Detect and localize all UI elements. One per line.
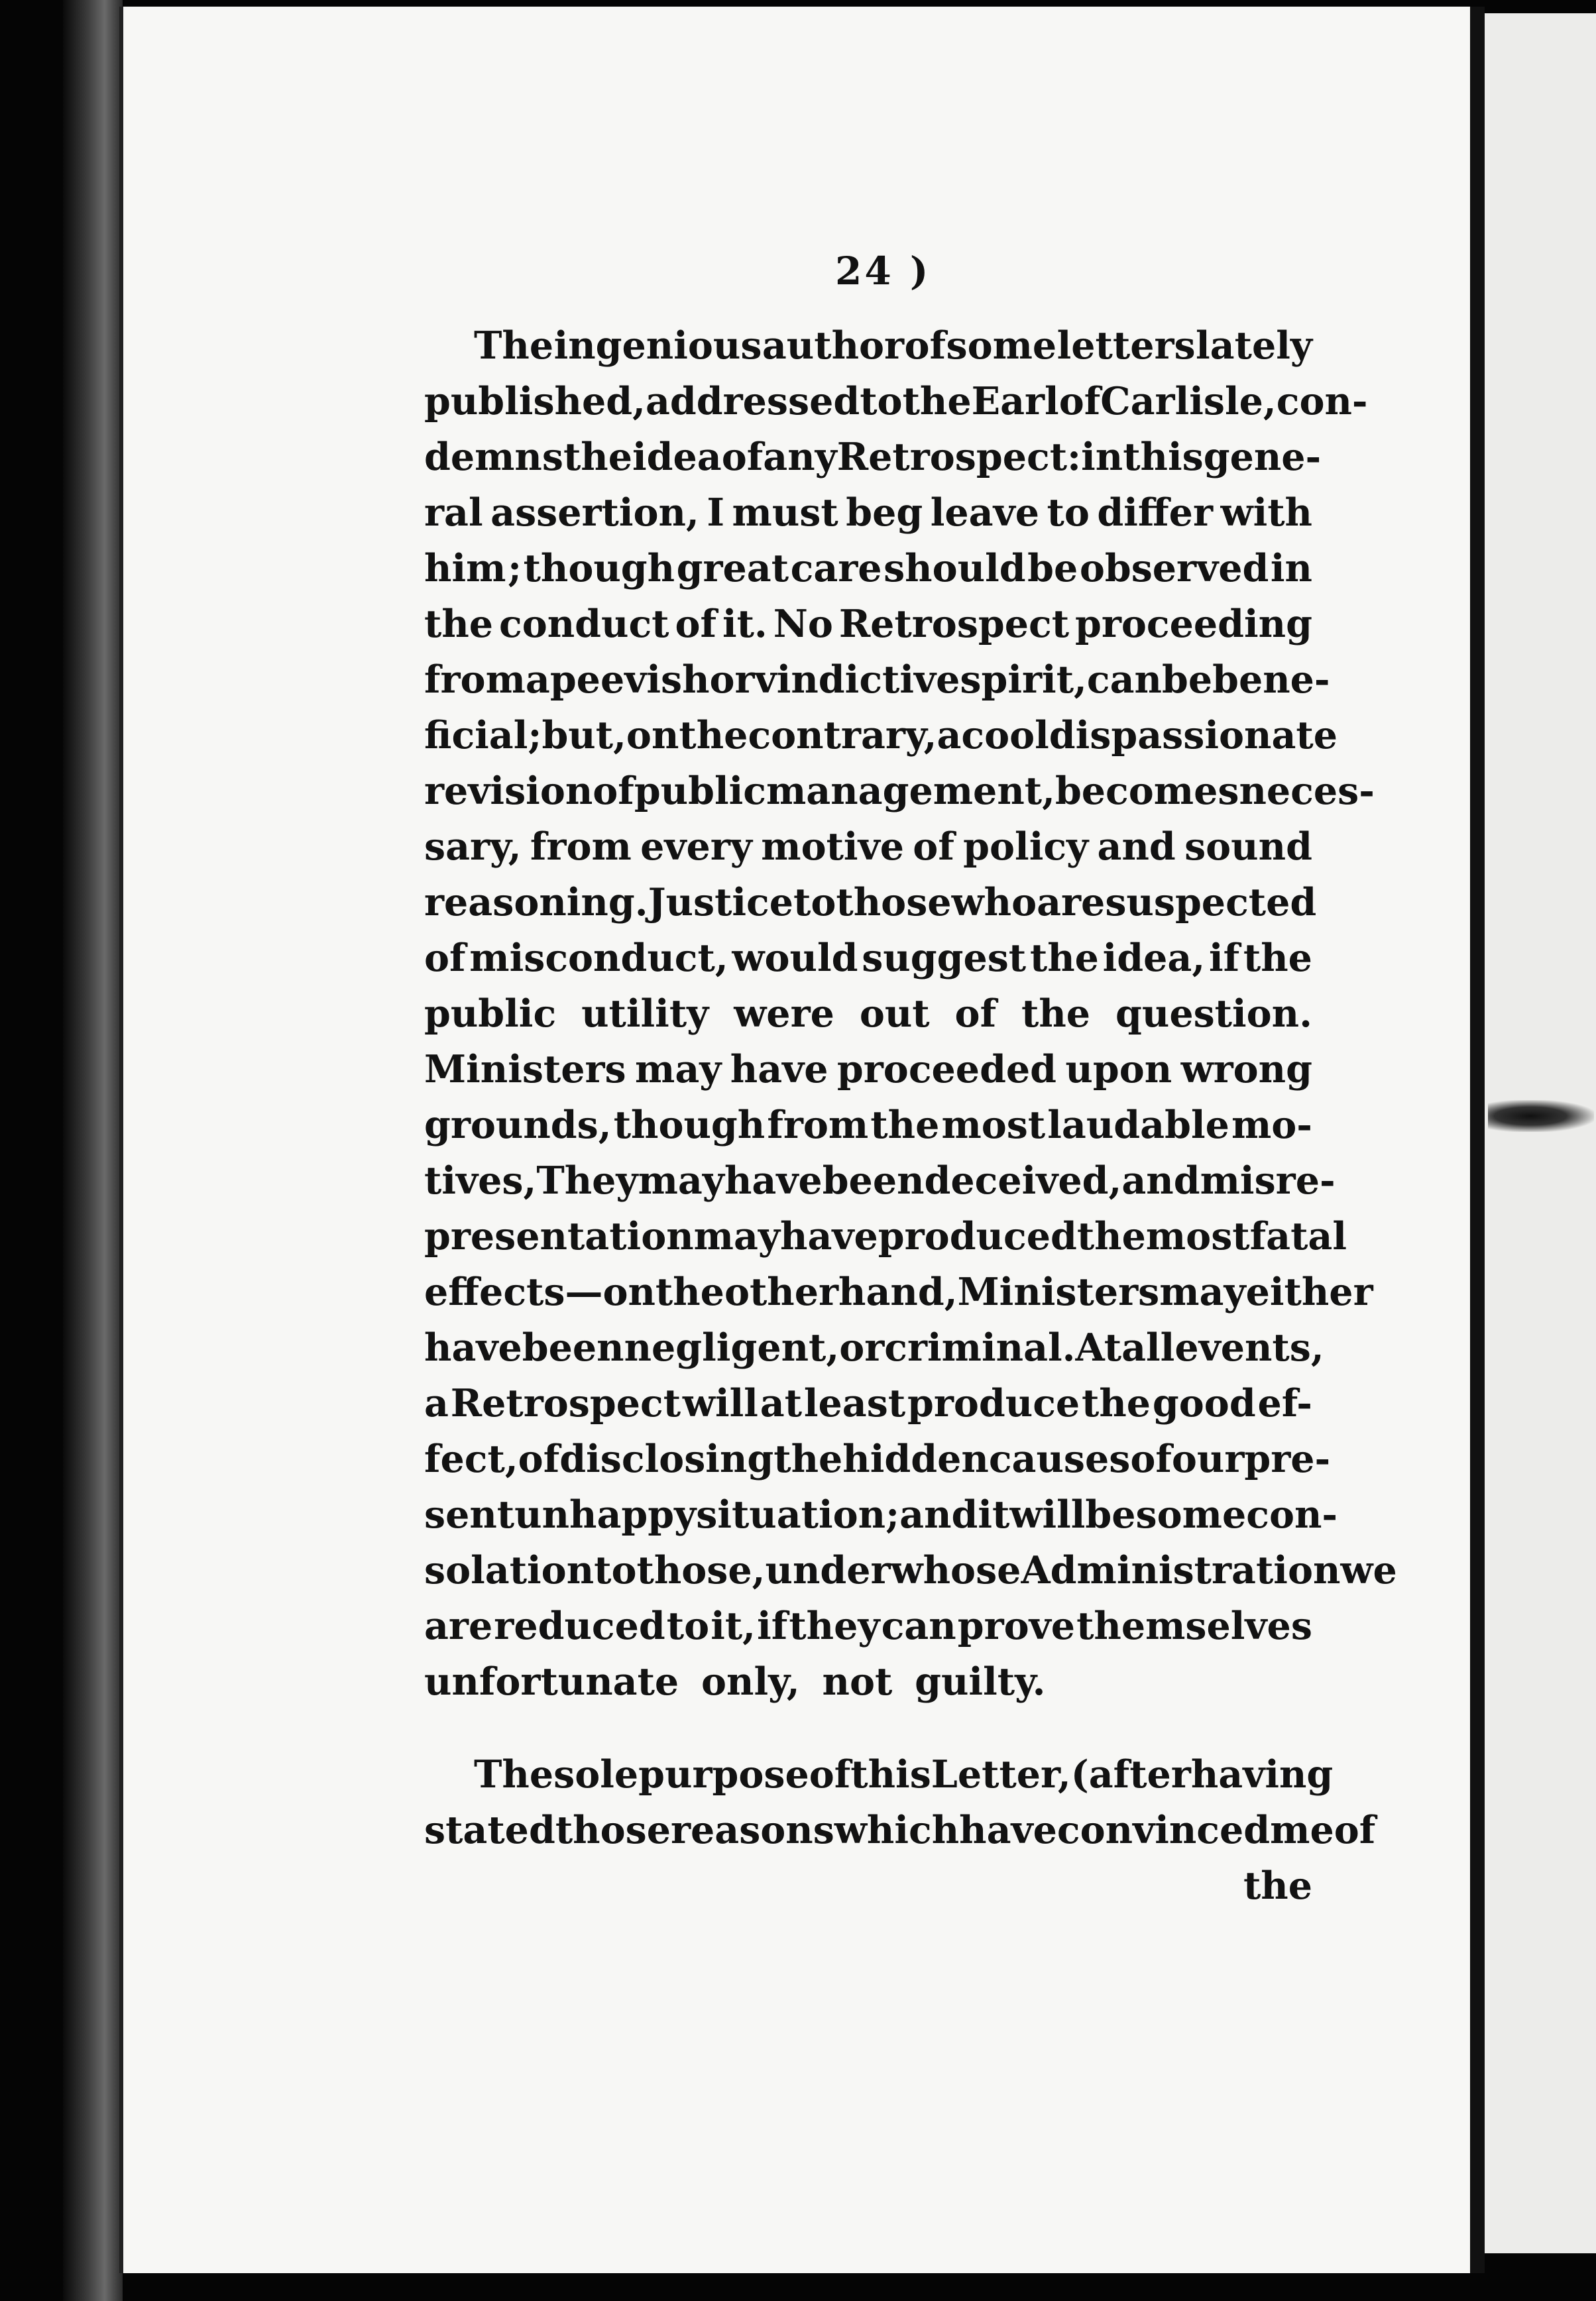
word: mo- xyxy=(1231,1103,1312,1147)
word: those xyxy=(836,880,952,925)
text-line xyxy=(424,1097,1312,1153)
word: it xyxy=(978,1492,1010,1537)
word: Carlisle, xyxy=(1100,379,1277,423)
word: the xyxy=(1021,991,1091,1036)
word: motive xyxy=(761,824,904,869)
word: grounds, xyxy=(424,1103,612,1147)
text-line xyxy=(424,763,1375,819)
word: the xyxy=(563,435,633,479)
word: we xyxy=(1340,1548,1397,1593)
word: this xyxy=(850,1752,931,1797)
word: ; xyxy=(528,713,542,758)
adjacent-page-edge xyxy=(1485,13,1596,2253)
word: wrong xyxy=(1180,1047,1312,1092)
word: any xyxy=(763,435,837,479)
word: peevish xyxy=(549,657,710,702)
word: me xyxy=(1270,1808,1334,1852)
word: reasons xyxy=(670,1808,834,1852)
word: idea xyxy=(632,435,722,479)
word: themselves xyxy=(1076,1604,1312,1648)
word: under xyxy=(765,1548,891,1593)
word: Justice xyxy=(648,880,794,925)
word: who xyxy=(951,880,1037,925)
word: sent xyxy=(424,1492,515,1537)
word: the xyxy=(1076,1214,1146,1259)
text-line xyxy=(424,1747,1334,1803)
word: whose xyxy=(890,1548,1021,1593)
word: conduct xyxy=(499,602,669,646)
word: but, xyxy=(542,713,626,758)
word: from xyxy=(767,1103,869,1147)
text-line: unfortunate only, not guilty. xyxy=(424,1659,1046,1704)
word: at xyxy=(760,1381,803,1426)
word: in xyxy=(1081,435,1123,479)
word: which xyxy=(834,1808,960,1852)
word: of xyxy=(1058,379,1101,423)
text-line xyxy=(424,1803,1376,1858)
word: other xyxy=(724,1270,839,1314)
catchword: the xyxy=(1243,1864,1312,1908)
text-line xyxy=(424,1487,1338,1543)
text-line xyxy=(424,1543,1397,1599)
word: the xyxy=(870,1103,940,1147)
word: utility xyxy=(581,991,709,1036)
word: and xyxy=(1097,824,1176,869)
word: having xyxy=(1190,1752,1334,1797)
word: letters xyxy=(1056,323,1196,368)
word: have xyxy=(724,1158,823,1203)
word: gene- xyxy=(1203,435,1322,479)
word: the xyxy=(1082,1381,1151,1426)
word: the xyxy=(773,1437,843,1481)
word: At xyxy=(1075,1325,1122,1370)
word: been xyxy=(522,1325,624,1370)
word: observed xyxy=(1079,546,1269,590)
word: may xyxy=(635,1047,722,1092)
word: though xyxy=(613,1103,766,1147)
word: those, xyxy=(636,1548,766,1593)
word: of xyxy=(675,602,716,646)
text-line xyxy=(424,1153,1336,1209)
word: have xyxy=(424,1325,522,1370)
word: the xyxy=(655,1270,724,1314)
word: Letter, xyxy=(931,1752,1071,1797)
word: this xyxy=(1123,435,1204,479)
word: him xyxy=(424,546,506,590)
word: least xyxy=(803,1381,906,1426)
word: upon xyxy=(1065,1047,1172,1092)
word: some xyxy=(1135,1492,1247,1537)
word: great xyxy=(676,546,789,590)
word: addressed xyxy=(645,379,860,423)
word: may xyxy=(693,1214,781,1259)
word: stated xyxy=(424,1808,555,1852)
word: unhappy xyxy=(514,1492,697,1537)
word: hidden xyxy=(842,1437,989,1481)
word: author xyxy=(762,323,905,368)
word: it. xyxy=(722,602,768,646)
word: sole xyxy=(553,1752,639,1797)
word: : xyxy=(1067,435,1082,479)
word: of xyxy=(593,769,634,813)
word: must xyxy=(732,490,838,535)
word: with xyxy=(1220,490,1312,535)
word: situation xyxy=(696,1492,886,1537)
word: (after xyxy=(1070,1752,1191,1797)
word: neces- xyxy=(1239,769,1375,813)
word: the xyxy=(679,713,748,758)
word: The xyxy=(474,1752,554,1797)
page-number: 24 ) xyxy=(835,249,931,294)
word: disclosing xyxy=(559,1437,774,1481)
word: would xyxy=(732,936,858,980)
word: been xyxy=(822,1158,925,1203)
word: misre- xyxy=(1200,1158,1336,1203)
word: a xyxy=(424,1381,449,1426)
word: a xyxy=(525,657,550,702)
word: Ministers xyxy=(957,1270,1160,1314)
word: reasoning. xyxy=(424,880,648,925)
text-line xyxy=(424,1431,1331,1487)
word: Retrospect xyxy=(836,435,1068,479)
text-line xyxy=(424,429,1322,485)
word: in xyxy=(1270,546,1312,590)
word: con- xyxy=(1246,1492,1338,1537)
word: management, xyxy=(766,769,1055,813)
word: lately xyxy=(1196,323,1312,368)
word: demns xyxy=(424,435,563,479)
word: and xyxy=(1121,1158,1200,1203)
word: to xyxy=(860,379,903,423)
word: to xyxy=(666,1604,710,1648)
word: suggest xyxy=(862,936,1027,980)
word: sound xyxy=(1184,824,1312,869)
gutter-shadow xyxy=(1470,7,1485,2273)
word: solation xyxy=(424,1548,595,1593)
body-text xyxy=(424,318,1397,1914)
text-line xyxy=(424,652,1330,708)
text-line xyxy=(424,374,1368,429)
word: were xyxy=(734,991,834,1036)
word: the xyxy=(424,602,494,646)
word: are xyxy=(424,1604,493,1648)
word: beg xyxy=(846,490,923,535)
word: question. xyxy=(1115,991,1312,1036)
word: proceeding xyxy=(1075,602,1312,646)
word: most xyxy=(941,1103,1046,1147)
word: leave xyxy=(930,490,1039,535)
word: or xyxy=(839,1325,885,1370)
word: fect, xyxy=(424,1437,518,1481)
word: ef- xyxy=(1257,1381,1312,1426)
word: produced xyxy=(878,1214,1077,1259)
text-line xyxy=(424,596,1312,652)
word: if xyxy=(757,1604,788,1648)
word: contrary, xyxy=(748,713,937,758)
word: of xyxy=(809,1752,851,1797)
word: of xyxy=(424,936,466,980)
word: dispassionate xyxy=(1049,713,1338,758)
word: I xyxy=(707,490,725,535)
text-line xyxy=(424,485,1312,541)
paragraph-gap xyxy=(424,1710,1312,1747)
word: negligent, xyxy=(624,1325,840,1370)
text-line xyxy=(424,1320,1324,1376)
word: to xyxy=(594,1548,637,1593)
word: misconduct, xyxy=(469,936,728,980)
word: pre- xyxy=(1244,1437,1331,1481)
word: of xyxy=(1334,1808,1376,1852)
word: produce xyxy=(907,1381,1080,1426)
word: The xyxy=(474,323,554,368)
text-line xyxy=(424,708,1338,763)
word: convinced xyxy=(1056,1808,1271,1852)
word: those xyxy=(555,1808,671,1852)
word: have xyxy=(959,1808,1057,1852)
word: of xyxy=(954,991,997,1036)
text-line xyxy=(424,1264,1373,1320)
word: if xyxy=(1208,936,1240,980)
word: all xyxy=(1121,1325,1175,1370)
word: of xyxy=(1130,1437,1172,1481)
word: tives, xyxy=(424,1158,537,1203)
word: good xyxy=(1152,1381,1256,1426)
word: effects—on xyxy=(424,1270,656,1314)
word: published, xyxy=(424,379,646,423)
word: ficial xyxy=(424,713,528,758)
word: and xyxy=(899,1492,978,1537)
word: will xyxy=(682,1381,758,1426)
word: spirit, xyxy=(960,657,1087,702)
word: the xyxy=(1243,936,1312,980)
word: of xyxy=(913,824,954,869)
word: will xyxy=(1009,1492,1086,1537)
word: con- xyxy=(1276,379,1368,423)
word: to xyxy=(793,880,836,925)
word: hand, xyxy=(838,1270,958,1314)
word: care xyxy=(790,546,882,590)
word: differ xyxy=(1097,490,1213,535)
word: every xyxy=(640,824,752,869)
word: they xyxy=(789,1604,880,1648)
word: fatal xyxy=(1249,1214,1347,1259)
text-line xyxy=(424,1376,1312,1431)
text-line xyxy=(424,930,1312,986)
paragraph-1 xyxy=(424,318,1397,1710)
word: public xyxy=(634,769,766,813)
word: idea, xyxy=(1102,936,1206,980)
word: or xyxy=(709,657,755,702)
word: should xyxy=(883,546,1026,590)
word: Earl xyxy=(971,379,1059,423)
word: from xyxy=(424,657,526,702)
word: on xyxy=(626,713,679,758)
word: our xyxy=(1171,1437,1245,1481)
word: Retrospect xyxy=(450,1381,681,1426)
word: have xyxy=(780,1214,878,1259)
word: public xyxy=(424,991,557,1036)
word: presentation xyxy=(424,1214,694,1259)
word: Ministers xyxy=(424,1047,626,1092)
word: suspected xyxy=(1105,880,1317,925)
text-line xyxy=(424,318,1312,374)
text-line xyxy=(424,875,1317,930)
word: have xyxy=(730,1047,828,1092)
word: be xyxy=(1027,546,1078,590)
word: policy xyxy=(963,824,1089,869)
text-line xyxy=(424,1599,1312,1654)
word: No xyxy=(773,602,833,646)
word: prove xyxy=(957,1604,1076,1648)
word: reduced xyxy=(494,1604,665,1648)
word: ; xyxy=(885,1492,900,1537)
word: revision xyxy=(424,769,593,813)
word: most xyxy=(1145,1214,1250,1259)
word: be xyxy=(1085,1492,1136,1537)
word: some xyxy=(946,323,1057,368)
word: may xyxy=(1159,1270,1246,1314)
text-line xyxy=(424,819,1312,875)
word: though xyxy=(523,546,675,590)
word: assertion, xyxy=(490,490,699,535)
word: bene- xyxy=(1212,657,1330,702)
word: out xyxy=(859,991,930,1036)
word: of xyxy=(518,1437,560,1481)
word: cool xyxy=(961,713,1049,758)
word: it, xyxy=(711,1604,756,1648)
word: the xyxy=(1029,936,1099,980)
text-line xyxy=(424,1042,1312,1097)
paragraph-2 xyxy=(424,1747,1376,1858)
word: can xyxy=(1086,657,1162,702)
word: proceeded xyxy=(836,1047,1057,1092)
word: from xyxy=(530,824,632,869)
word: deceived, xyxy=(924,1158,1122,1203)
word: ral xyxy=(424,490,483,535)
word: They xyxy=(536,1158,638,1203)
word: criminal. xyxy=(884,1325,1076,1370)
word: becomes xyxy=(1054,769,1239,813)
word: either xyxy=(1245,1270,1373,1314)
word: laudable xyxy=(1047,1103,1229,1147)
word: causes xyxy=(988,1437,1131,1481)
word: of xyxy=(721,435,764,479)
word: may xyxy=(638,1158,724,1203)
word: vindictive xyxy=(754,657,960,702)
word: Administration xyxy=(1021,1548,1341,1593)
ink-smudge xyxy=(1488,1100,1594,1132)
word: are xyxy=(1037,880,1106,925)
word: sary, xyxy=(424,824,522,869)
word: the xyxy=(902,379,972,423)
word: ingenious xyxy=(553,323,762,368)
word: events, xyxy=(1174,1325,1324,1370)
word: can xyxy=(881,1604,956,1648)
book-binding-edge xyxy=(63,0,123,2301)
text-line xyxy=(424,986,1312,1042)
word: to xyxy=(1047,490,1090,535)
word: a xyxy=(937,713,962,758)
text-line xyxy=(424,1209,1347,1264)
text-line xyxy=(424,541,1312,596)
word: be xyxy=(1161,657,1213,702)
word: Retrospect xyxy=(838,602,1070,646)
word: purpose xyxy=(638,1752,809,1797)
word: of xyxy=(904,323,946,368)
word: ; xyxy=(507,546,522,590)
